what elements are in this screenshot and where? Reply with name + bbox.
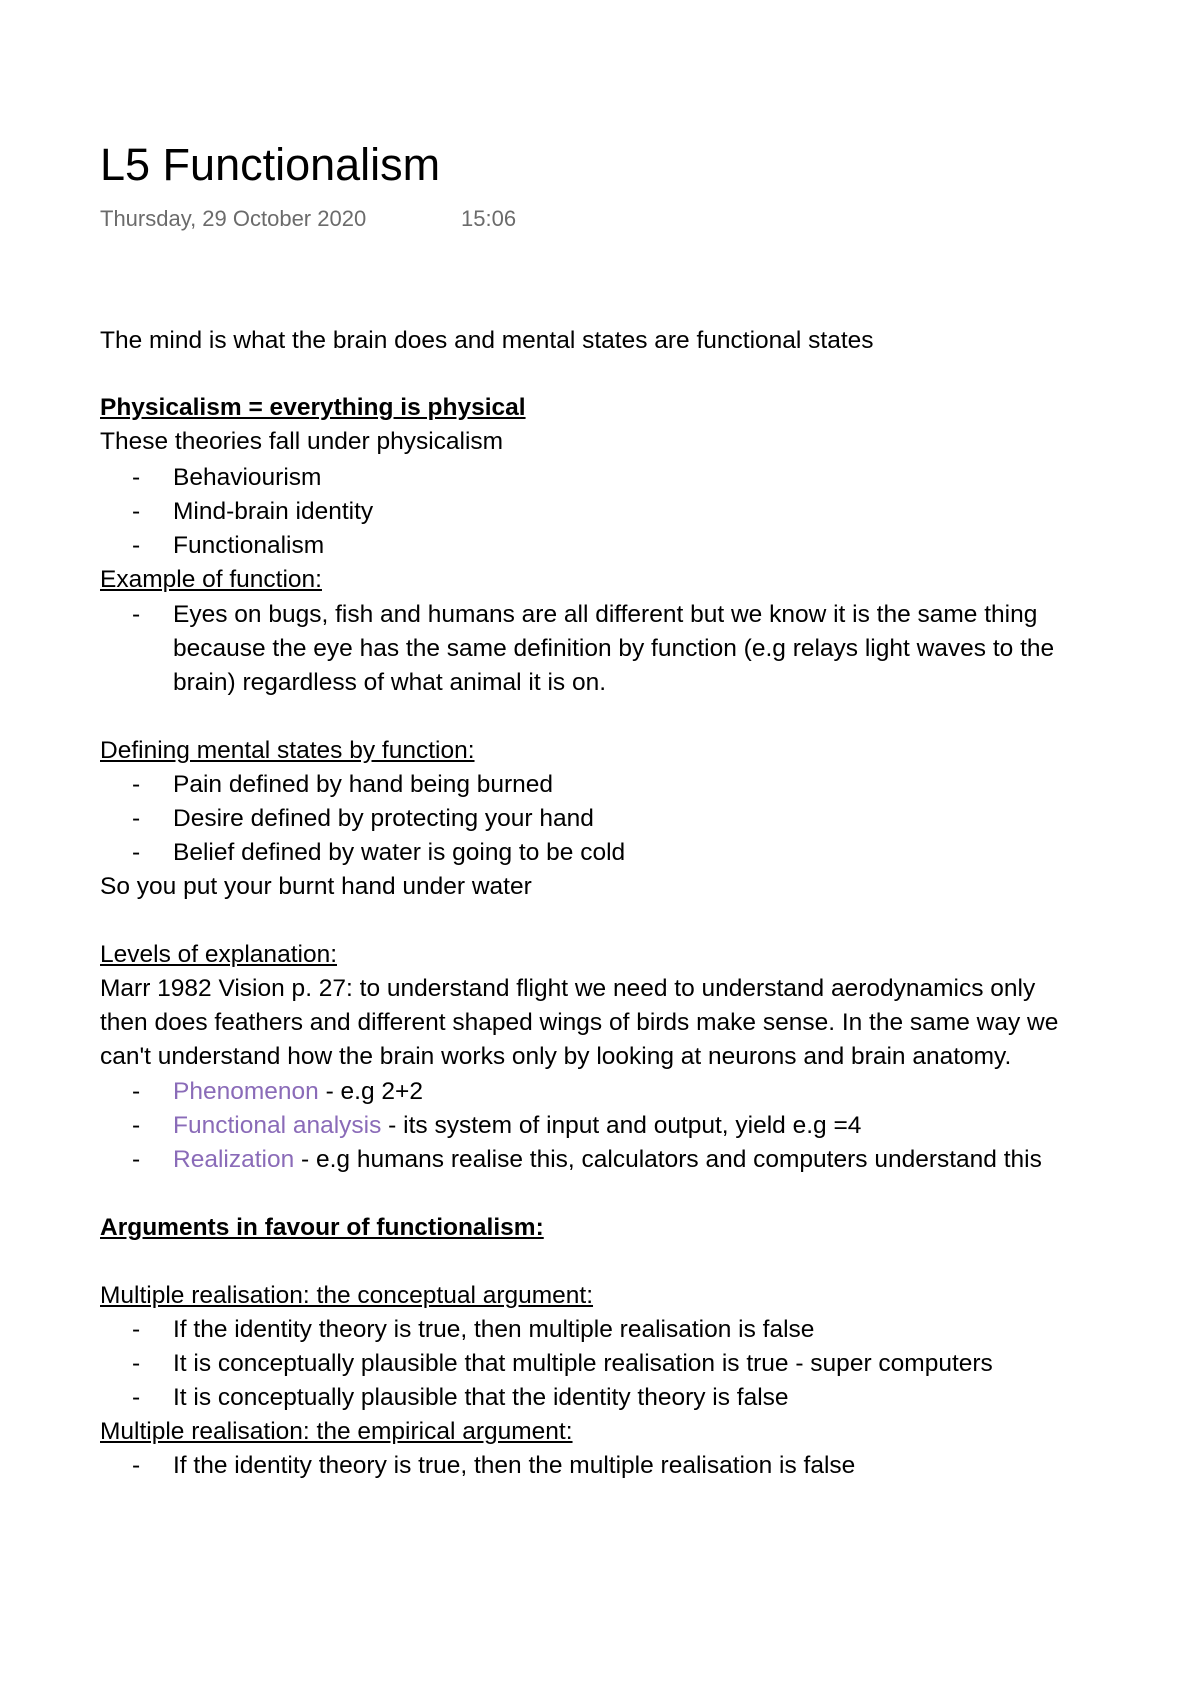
term-phenomenon: Phenomenon bbox=[173, 1078, 319, 1105]
term-description: - e.g humans realise this, calculators and computers understand this bbox=[294, 1146, 1042, 1173]
bullet-dash: - bbox=[132, 1146, 141, 1173]
list-item: It is conceptually plausible that the identity theory is false bbox=[173, 1384, 789, 1411]
term-functional-analysis: Functional analysis bbox=[173, 1112, 382, 1139]
list-item: It is conceptually plausible that multiple realisation is true - super computers bbox=[173, 1350, 993, 1377]
term-description: - its system of input and output, yield e.g =4 bbox=[381, 1112, 862, 1139]
page-title: L5 Functionalism bbox=[100, 139, 441, 190]
levels-heading: Levels of explanation: bbox=[100, 941, 337, 968]
example-line: brain) regardless of what animal it is on. bbox=[173, 669, 607, 696]
bullet-dash: - bbox=[132, 1316, 141, 1343]
bullet-dash: - bbox=[132, 1078, 141, 1105]
bullet-dash: - bbox=[132, 839, 141, 866]
list-item: Pain defined by hand being burned bbox=[173, 771, 554, 798]
intro-line: The mind is what the brain does and mental states are functional states bbox=[100, 327, 874, 354]
defining-heading: Defining mental states by function: bbox=[100, 737, 475, 764]
empirical-heading: Multiple realisation: the empirical argument: bbox=[100, 1418, 573, 1445]
list-item: If the identity theory is true, then multiple realisation is false bbox=[173, 1316, 815, 1343]
defining-conclusion: So you put your burnt hand under water bbox=[100, 873, 532, 900]
levels-line: can't understand how the brain works only by looking at neurons and brain anatomy. bbox=[100, 1043, 1012, 1070]
example-heading: Example of function: bbox=[100, 566, 322, 593]
levels-line: then does feathers and different shaped wings of birds make sense. In the same way we bbox=[100, 1009, 1059, 1036]
bullet-dash: - bbox=[132, 771, 141, 798]
list-item: If the identity theory is true, then the multiple realisation is false bbox=[173, 1452, 856, 1479]
bullet-dash: - bbox=[132, 1112, 141, 1139]
list-item: Behaviourism bbox=[173, 464, 322, 491]
bullet-dash: - bbox=[132, 601, 141, 628]
list-item: Functionalism bbox=[173, 532, 325, 559]
bullet-dash: - bbox=[132, 1384, 141, 1411]
bullet-dash: - bbox=[132, 1452, 141, 1479]
bullet-dash: - bbox=[132, 464, 141, 491]
note-timestamp bbox=[100, 204, 517, 234]
arguments-heading: Arguments in favour of functionalism: bbox=[100, 1214, 544, 1241]
list-item bbox=[173, 1108, 861, 1144]
list-item: Mind-brain identity bbox=[173, 498, 374, 525]
list-item: Desire defined by protecting your hand bbox=[173, 805, 594, 832]
conceptual-heading: Multiple realisation: the conceptual argument: bbox=[100, 1282, 594, 1309]
physicalism-heading: Physicalism = everything is physical bbox=[100, 394, 526, 421]
note-time: 15:06 bbox=[461, 206, 517, 231]
note-date: Thursday, 29 October 2020 bbox=[100, 206, 367, 231]
levels-line: Marr 1982 Vision p. 27: to understand flight we need to understand aerodynamics only bbox=[100, 975, 1036, 1002]
bullet-dash: - bbox=[132, 1350, 141, 1377]
list-item: Belief defined by water is going to be cold bbox=[173, 839, 626, 866]
term-description: - e.g 2+2 bbox=[318, 1078, 423, 1105]
list-item bbox=[173, 1142, 1042, 1178]
bullet-dash: - bbox=[132, 498, 141, 525]
bullet-dash: - bbox=[132, 805, 141, 832]
list-item bbox=[173, 1074, 423, 1110]
bullet-dash: - bbox=[132, 532, 141, 559]
term-realization: Realization bbox=[173, 1146, 295, 1173]
example-line: because the eye has the same definition by function (e.g relays light waves to the bbox=[173, 635, 1055, 662]
example-line: Eyes on bugs, fish and humans are all different but we know it is the same thing bbox=[173, 601, 1038, 628]
physicalism-lead: These theories fall under physicalism bbox=[100, 428, 504, 455]
